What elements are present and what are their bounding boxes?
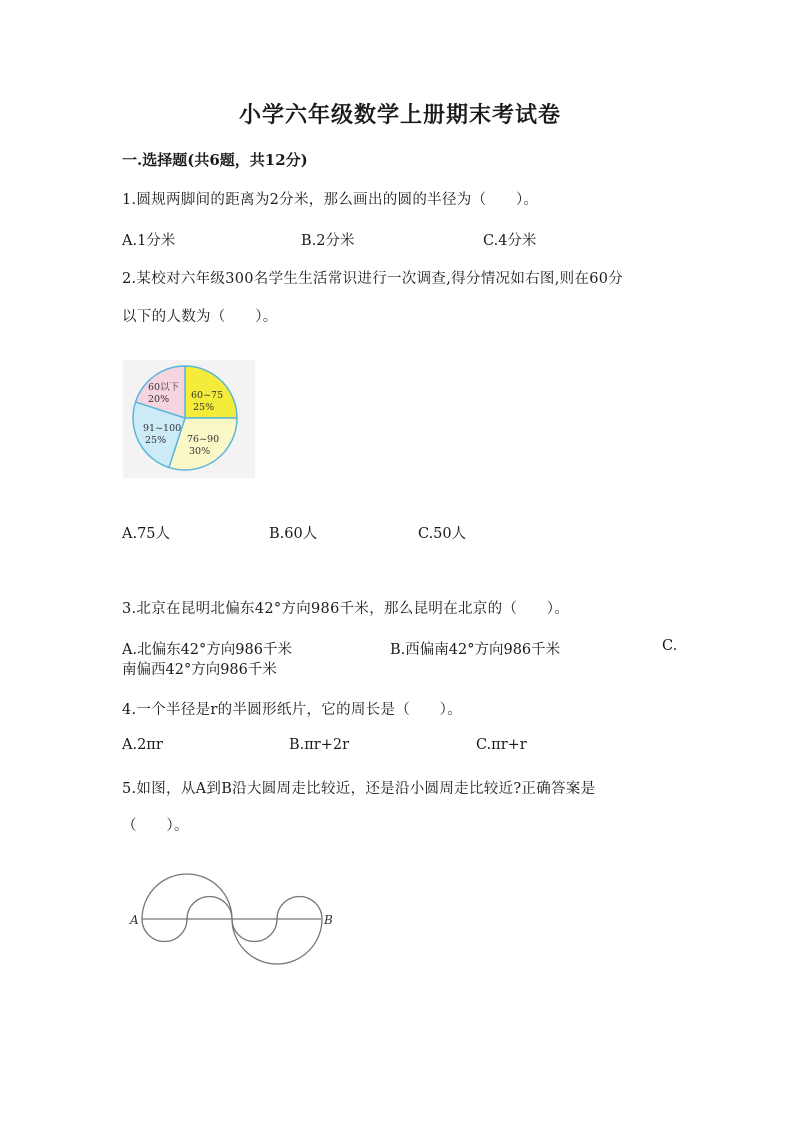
pie-label-76-90: 76~90 <box>187 434 220 445</box>
small-arc-2 <box>187 897 232 920</box>
question-2-option-c: C.50人 <box>418 526 467 542</box>
pie-chart-figure <box>123 360 255 478</box>
circles-path-diagram <box>120 862 350 972</box>
question-4-option-b: B.πr+2r <box>289 737 350 753</box>
circles-path-figure <box>120 862 350 972</box>
question-2-option-a: A.75人 <box>122 526 171 542</box>
question-4-text: 4.一个半径是r的半圆形纸片，它的周长是（ ）。 <box>122 702 463 718</box>
question-5-text-line1: 5.如图，从A到B沿大圆周走比较近，还是沿小圆周走比较近?正确答案是 <box>122 781 596 797</box>
question-2-option-b: B.60人 <box>269 526 318 542</box>
pie-percent-91-100: 25% <box>145 435 167 446</box>
question-1-option-b: B.2分米 <box>301 233 355 249</box>
big-arc-lower <box>232 919 322 964</box>
small-arc-1 <box>142 919 187 942</box>
question-2-text-line1: 2.某校对六年级300名学生生活常识进行一次调查,得分情况如右图,则在60分 <box>122 271 624 287</box>
question-3-text: 3.北京在昆明北偏东42°方向986千米，那么昆明在北京的（ ）。 <box>122 601 570 617</box>
question-4-option-a: A.2πr <box>122 737 163 753</box>
pie-percent-60-75: 25% <box>193 402 215 413</box>
pie-percent-below60: 20% <box>148 394 170 405</box>
question-4-option-c: C.πr+r <box>476 737 527 753</box>
question-1-text: 1.圆规两脚间的距离为2分米，那么画出的圆的半径为（ ）。 <box>122 192 539 208</box>
pie-label-60-75: 60~75 <box>191 390 224 401</box>
small-arc-4 <box>277 897 322 920</box>
question-3-option-c-text: 南偏西42°方向986千米 <box>122 662 277 678</box>
question-3-option-a: A.北偏东42°方向986千米 <box>122 642 292 658</box>
question-3-option-b: B.西偏南42°方向986千米 <box>390 642 561 658</box>
point-b-label: B <box>324 913 333 927</box>
question-1-option-c: C.4分米 <box>483 233 537 249</box>
question-3-option-c-label: C. <box>662 638 678 654</box>
pie-percent-76-90: 30% <box>189 446 211 457</box>
question-2-text-line2: 以下的人数为（ ）。 <box>122 309 278 325</box>
question-1-option-a: A.1分米 <box>122 233 176 249</box>
pie-label-below60: 60以下 <box>148 382 180 393</box>
section-heading: 一.选择题(共6题，共12分) <box>122 151 308 169</box>
small-arc-3 <box>232 919 277 942</box>
pie-label-91-100: 91~100 <box>143 423 182 434</box>
point-a-label: A <box>130 913 139 927</box>
pie-chart <box>123 360 255 478</box>
question-5-text-line2: （ ）。 <box>122 818 189 834</box>
big-arc-upper <box>142 874 232 919</box>
page-title: 小学六年级数学上册期末考试卷 <box>238 102 561 128</box>
